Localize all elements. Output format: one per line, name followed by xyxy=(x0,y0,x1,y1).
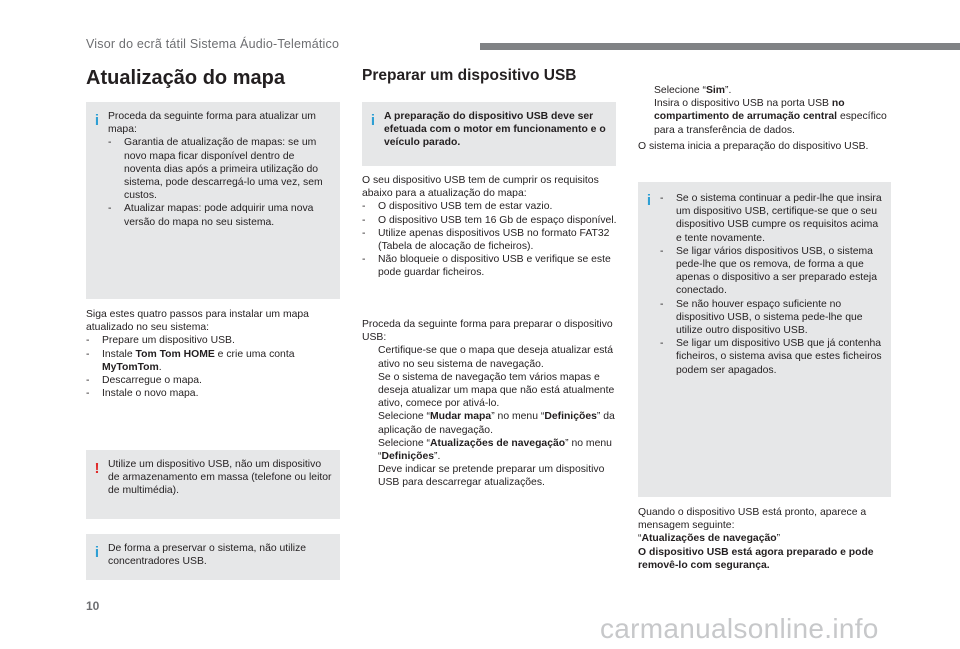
dash-icon: - xyxy=(362,214,366,226)
section-title-map-update: Atualização do mapa xyxy=(86,67,285,89)
info-icon: i xyxy=(370,112,376,129)
list-item: - Se não houver espaço suficiente no dispositivo USB, o sistema pede-lhe que utilize outro dispositivo USB. xyxy=(660,298,863,337)
checkbox-icon xyxy=(362,344,378,410)
checkbox-icon xyxy=(362,437,378,463)
list-item: Selecione “Atualizações de navegação” no menu “Definições”. xyxy=(362,437,618,463)
list-item: Deve indicar se pretende preparar um dispositivo USB para descarregar atualizações. xyxy=(362,463,618,489)
header-title: Visor do ecrã tátil Sistema Áudio-Telemático xyxy=(86,37,340,51)
info-box-troubleshoot xyxy=(638,182,891,497)
list-item: - Garantia de atualização de mapas: se um novo mapa ficar disponível dentro de noventa dias após a primeira utilização do sistema, pode descarregá-lo uma vez, sem custos. xyxy=(108,137,323,202)
info-box-engine: i A preparação do dispositivo USB deve ser efetuada com o motor em funcionamento e o veículo parado. xyxy=(362,102,616,166)
info-icon: i xyxy=(646,192,652,209)
list-item: - Prepare um dispositivo USB. xyxy=(86,335,235,347)
info-box-intro: Proceda da seguinte forma para atualizar um mapa: xyxy=(108,111,316,136)
list-item: - Não bloqueie o dispositivo USB e verifique se este pode guardar ficheiros. xyxy=(362,254,611,279)
list-item: - Utilize apenas dispositivos USB no formato FAT32 (Tabela de alocação de ficheiros). xyxy=(362,227,610,253)
dash-icon: - xyxy=(362,201,366,213)
dash-icon: - xyxy=(660,298,664,310)
dash-icon: - xyxy=(362,227,366,239)
dash-icon: - xyxy=(660,193,664,204)
procedure-intro: Proceda da seguinte forma para preparar o dispositivo USB: xyxy=(362,319,613,344)
info-icon: i xyxy=(94,544,100,561)
final-steps xyxy=(638,84,894,137)
list-item: Insira o dispositivo USB na porta USB no compartimento de arrumação central específico para a transferência de dados. xyxy=(638,97,894,137)
list-item: - O dispositivo USB tem de estar vazio. xyxy=(362,201,553,213)
checkbox-icon xyxy=(638,84,654,97)
ready-confirmation: O dispositivo USB está agora preparado e pode removê-lo com segurança. xyxy=(638,546,874,571)
checkbox-icon xyxy=(362,410,378,436)
list-item: - Descarregue o mapa. xyxy=(86,375,202,387)
info-box-hubs: i De forma a preservar o sistema, não utilize concentradores USB. xyxy=(86,534,340,580)
system-starts-text: O sistema inicia a preparação do dispositivo USB. xyxy=(638,141,869,152)
list-item: - Atualizar mapas: pode adquirir uma nova versão do mapa no seu sistema. xyxy=(108,203,314,228)
dash-icon: - xyxy=(108,137,112,149)
usb-requirements xyxy=(362,174,618,280)
install-steps xyxy=(86,308,340,400)
section-title-prepare-usb: Preparar um dispositivo USB xyxy=(362,67,577,84)
info-icon: i xyxy=(94,112,100,129)
list-item: - O dispositivo USB tem 16 Gb de espaço disponível. xyxy=(362,214,617,226)
warning-box-usb: ! Utilize um dispositivo USB, não um dispositivo de armazenamento em massa (telefone ou leitor de multimédia). xyxy=(86,450,340,519)
list-item: - Se o sistema continuar a pedir-lhe que insira um dispositivo USB, certifique-se que o seu dispositivo USB cumpre os requisitos acima e tente novamente. xyxy=(660,193,882,244)
list-item: - Se ligar vários dispositivos USB, o sistema pede-lhe que os remova, de forma a que apenas o dispositivo a ser preparado esteja conectado. xyxy=(660,245,878,297)
ready-message: Quando o dispositivo USB está pronto, aparece a mensagem seguinte: “Atualizações de navegação” O dispositivo USB está agora preparado e pode removê-lo com segurança. xyxy=(638,506,894,572)
page-number: 10 xyxy=(86,599,100,613)
watermark[interactable]: carmanualsonline.info xyxy=(600,613,879,644)
list-item: Selecione “Mudar mapa” no menu “Definições” da aplicação de navegação. xyxy=(362,410,618,436)
requirements-intro: O seu dispositivo USB tem de cumprir os requisitos abaixo para a atualização do mapa: xyxy=(362,175,599,200)
dash-icon: - xyxy=(108,203,112,215)
dash-icon: - xyxy=(660,245,664,257)
dash-icon: - xyxy=(660,338,664,350)
list-item: Certifique-se que o mapa que deseja atualizar está ativo no seu sistema de navegação. Se o sistema de navegação tem vários mapas e deseja atualizar um mapa que não está atualmente ativo, comece por ativá-lo. xyxy=(362,344,618,410)
dash-icon: - xyxy=(86,348,90,360)
ready-intro: Quando o dispositivo USB está pronto, aparece a mensagem seguinte: xyxy=(638,507,867,532)
checkbox-icon xyxy=(362,463,378,489)
list-item: - Instale Tom Tom HOME e crie uma conta MyTomTom. xyxy=(86,348,295,373)
dash-icon: - xyxy=(86,375,90,387)
list-item: - Instale o novo mapa. xyxy=(86,388,199,400)
list-item: Selecione “Sim”. xyxy=(638,84,894,97)
header-bar xyxy=(480,43,960,50)
dash-icon: - xyxy=(86,335,90,347)
prepare-procedure xyxy=(362,318,618,490)
steps-intro: Siga estes quatro passos para instalar um mapa atualizado no seu sistema: xyxy=(86,309,309,334)
dash-icon: - xyxy=(362,254,366,266)
info-box-update-options xyxy=(86,102,340,299)
warning-icon: ! xyxy=(94,460,100,477)
dash-icon: - xyxy=(86,388,90,400)
checkbox-icon xyxy=(638,97,654,137)
list-item: - Se ligar um dispositivo USB que já contenha ficheiros, o sistema avisa que estes ficheiros podem ser apagados. xyxy=(660,338,882,376)
